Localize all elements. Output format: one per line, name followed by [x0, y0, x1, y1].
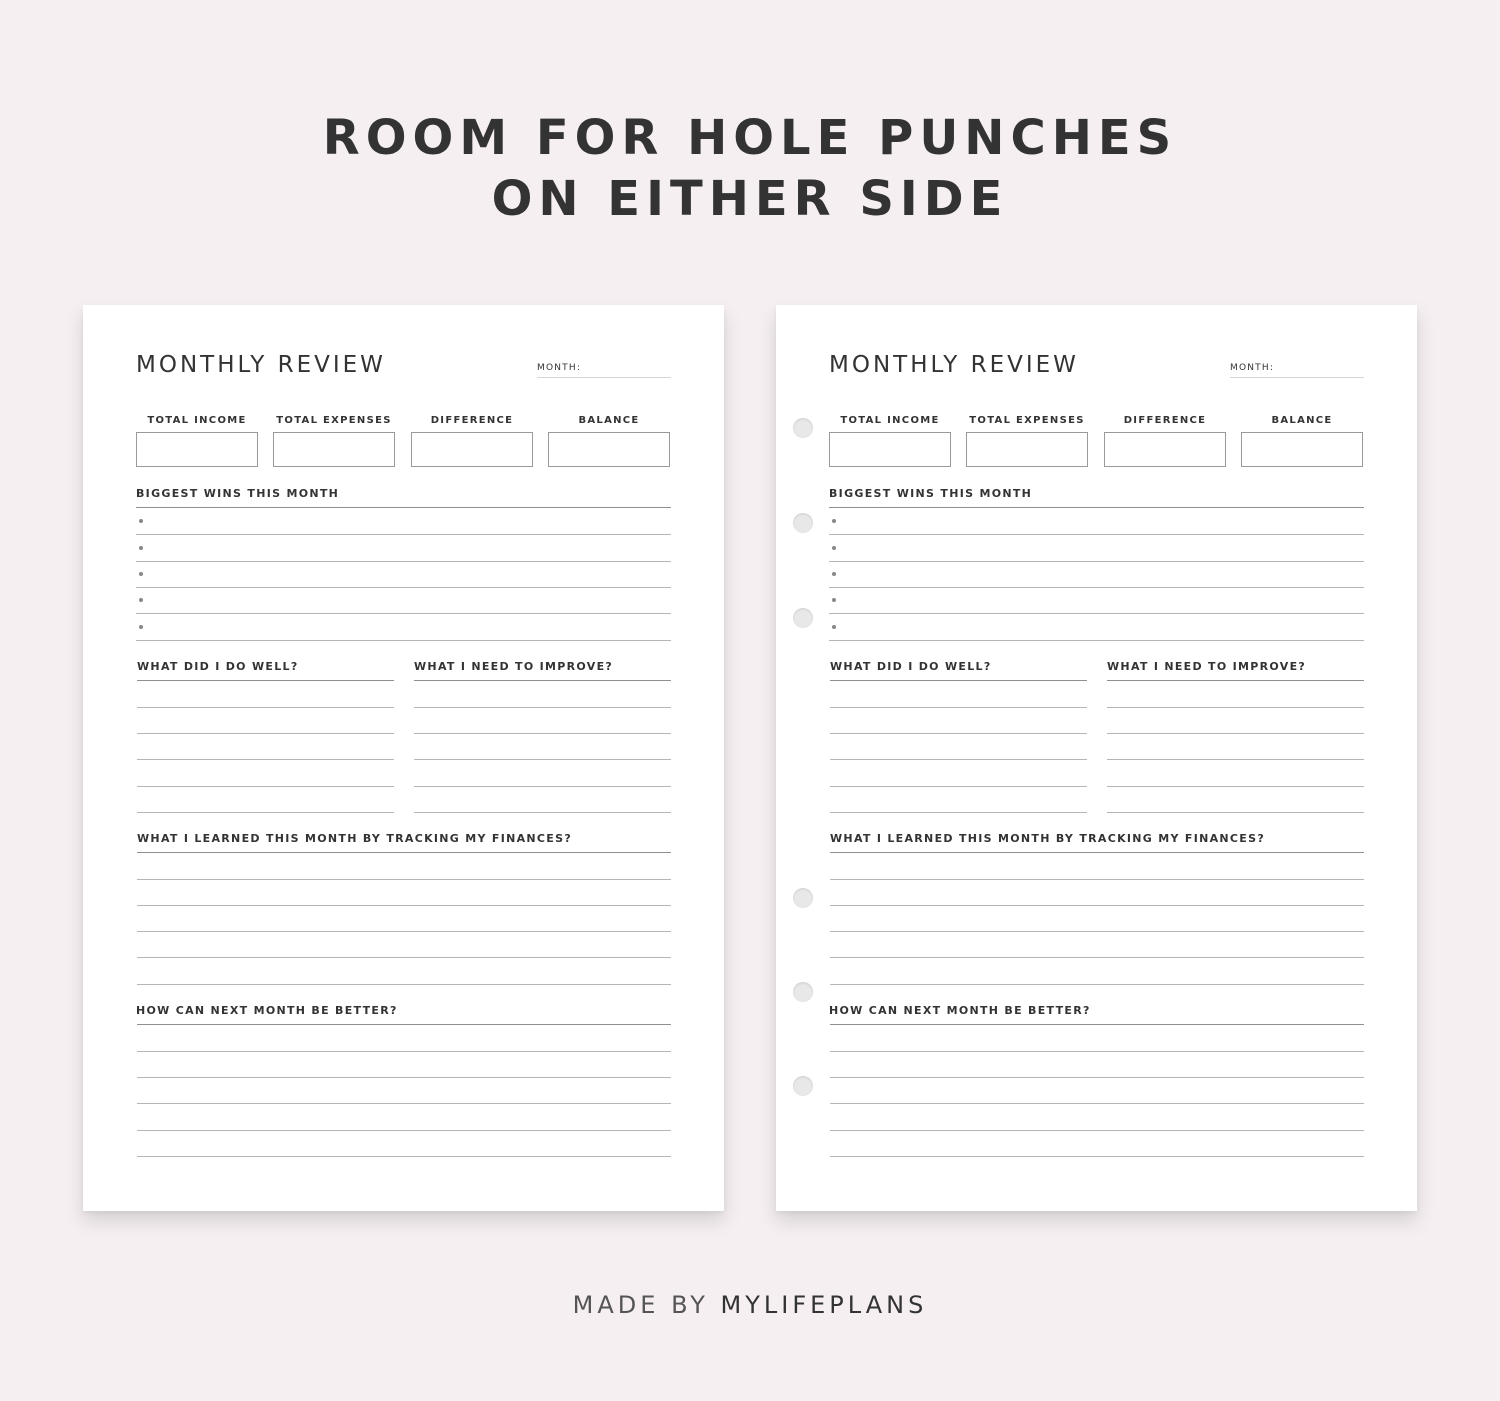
- writing-line[interactable]: [414, 680, 671, 681]
- writing-line[interactable]: [137, 931, 671, 932]
- writing-line[interactable]: [137, 984, 671, 985]
- hole-punch: [793, 513, 813, 533]
- writing-line[interactable]: [137, 957, 671, 958]
- bullet-dot: [139, 519, 143, 523]
- page-content: [829, 305, 1364, 1211]
- writing-line[interactable]: [137, 759, 394, 760]
- bullet-dot: [139, 546, 143, 550]
- writing-line[interactable]: [830, 733, 1087, 734]
- writing-line[interactable]: [829, 507, 1364, 508]
- hole-punch: [793, 982, 813, 1002]
- bullet-dot: [139, 625, 143, 629]
- writing-line[interactable]: [830, 680, 1087, 681]
- stat-input-box[interactable]: [273, 432, 395, 467]
- writing-line[interactable]: [137, 852, 671, 853]
- writing-line[interactable]: [137, 1051, 671, 1052]
- writing-line[interactable]: [137, 707, 394, 708]
- hole-punch: [793, 608, 813, 628]
- writing-line[interactable]: [137, 1024, 671, 1025]
- writing-line[interactable]: [830, 1077, 1364, 1078]
- section-biggest-wins: BIGGEST WINS THIS MONTH: [136, 487, 340, 500]
- writing-line[interactable]: [830, 905, 1364, 906]
- footer-credit: [0, 1291, 1500, 1319]
- stat-total-expenses: [273, 415, 395, 467]
- stat-label: DIFFERENCE: [430, 415, 514, 426]
- section-learned: WHAT I LEARNED THIS MONTH BY TRACKING MY FINANCES?: [137, 832, 573, 845]
- writing-line[interactable]: [136, 561, 671, 562]
- writing-line[interactable]: [414, 786, 671, 787]
- writing-line[interactable]: [136, 507, 671, 508]
- section-next-month: HOW CAN NEXT MONTH BE BETTER?: [829, 1004, 1091, 1017]
- writing-line[interactable]: [830, 931, 1364, 932]
- planner-page-left: [83, 305, 724, 1211]
- bullet-dot: [139, 572, 143, 576]
- writing-line[interactable]: [414, 759, 671, 760]
- planner-page-right: [776, 305, 1417, 1211]
- writing-line[interactable]: [830, 1156, 1364, 1157]
- writing-line[interactable]: [137, 1103, 671, 1104]
- page-title: MONTHLY REVIEW: [136, 352, 386, 378]
- stat-label: TOTAL EXPENSES: [276, 415, 392, 426]
- stat-input-box[interactable]: [1241, 432, 1363, 467]
- section-improve: WHAT I NEED TO IMPROVE?: [414, 660, 614, 673]
- writing-line[interactable]: [830, 1051, 1364, 1052]
- stat-total-income: [136, 415, 258, 467]
- stat-input-box[interactable]: [548, 432, 670, 467]
- writing-line[interactable]: [136, 534, 671, 535]
- writing-line[interactable]: [830, 1103, 1364, 1104]
- bullet-dot: [832, 546, 836, 550]
- writing-line[interactable]: [137, 879, 671, 880]
- stat-input-box[interactable]: [411, 432, 533, 467]
- writing-line[interactable]: [137, 1156, 671, 1157]
- writing-line[interactable]: [829, 640, 1364, 641]
- writing-line[interactable]: [829, 587, 1364, 588]
- writing-line[interactable]: [830, 786, 1087, 787]
- writing-line[interactable]: [1107, 786, 1364, 787]
- stat-input-box[interactable]: [1104, 432, 1226, 467]
- writing-line[interactable]: [137, 680, 394, 681]
- stat-label: TOTAL INCOME: [147, 415, 247, 426]
- writing-line[interactable]: [1107, 812, 1364, 813]
- bullet-dot: [139, 598, 143, 602]
- section-biggest-wins: BIGGEST WINS THIS MONTH: [829, 487, 1033, 500]
- writing-line[interactable]: [1107, 733, 1364, 734]
- writing-line[interactable]: [830, 879, 1364, 880]
- headline-line-1: ROOM FOR HOLE PUNCHES: [322, 110, 1178, 166]
- stat-label: TOTAL EXPENSES: [969, 415, 1085, 426]
- headline: [0, 108, 1500, 230]
- stat-total-income: [829, 415, 951, 467]
- stat-total-expenses: [966, 415, 1088, 467]
- writing-line[interactable]: [136, 640, 671, 641]
- section-did-well: WHAT DID I DO WELL?: [830, 660, 992, 673]
- bullet-dot: [832, 625, 836, 629]
- stat-label: BALANCE: [578, 415, 640, 426]
- hole-punch: [793, 1076, 813, 1096]
- headline-line-2: ON EITHER SIDE: [491, 171, 1009, 227]
- writing-line[interactable]: [137, 905, 671, 906]
- section-improve: WHAT I NEED TO IMPROVE?: [1107, 660, 1307, 673]
- stat-label: BALANCE: [1271, 415, 1333, 426]
- writing-line[interactable]: [137, 786, 394, 787]
- writing-line[interactable]: [136, 613, 671, 614]
- stat-input-box[interactable]: [136, 432, 258, 467]
- writing-line[interactable]: [829, 534, 1364, 535]
- footer-prefix: MADE BY: [572, 1291, 721, 1319]
- month-label: MONTH:: [1230, 363, 1275, 373]
- writing-line[interactable]: [829, 613, 1364, 614]
- writing-line[interactable]: [414, 812, 671, 813]
- bullet-dot: [832, 572, 836, 576]
- section-did-well: WHAT DID I DO WELL?: [137, 660, 299, 673]
- writing-line[interactable]: [830, 957, 1364, 958]
- stat-balance: [1241, 415, 1363, 467]
- writing-line[interactable]: [137, 1130, 671, 1131]
- footer-brand: MYLIFEPLANS: [720, 1291, 928, 1319]
- writing-line[interactable]: [414, 733, 671, 734]
- writing-line[interactable]: [830, 707, 1087, 708]
- month-field[interactable]: [537, 363, 671, 378]
- hole-punch: [793, 888, 813, 908]
- writing-line[interactable]: [137, 812, 394, 813]
- stat-input-box[interactable]: [829, 432, 951, 467]
- writing-line[interactable]: [830, 984, 1364, 985]
- stat-balance: [548, 415, 670, 467]
- writing-line[interactable]: [830, 1130, 1364, 1131]
- stat-label: TOTAL INCOME: [840, 415, 940, 426]
- stat-difference: [1104, 415, 1226, 467]
- page-title: MONTHLY REVIEW: [829, 352, 1079, 378]
- writing-line[interactable]: [136, 587, 671, 588]
- writing-line[interactable]: [414, 707, 671, 708]
- writing-line[interactable]: [1107, 707, 1364, 708]
- writing-line[interactable]: [137, 1077, 671, 1078]
- writing-line[interactable]: [137, 733, 394, 734]
- stat-input-box[interactable]: [966, 432, 1088, 467]
- writing-line[interactable]: [830, 812, 1087, 813]
- stat-label: DIFFERENCE: [1123, 415, 1207, 426]
- writing-line[interactable]: [829, 561, 1364, 562]
- writing-line[interactable]: [1107, 759, 1364, 760]
- stat-difference: [411, 415, 533, 467]
- writing-line[interactable]: [1107, 680, 1364, 681]
- bullet-dot: [832, 598, 836, 602]
- section-next-month: HOW CAN NEXT MONTH BE BETTER?: [136, 1004, 398, 1017]
- page-content: [136, 305, 671, 1211]
- section-learned: WHAT I LEARNED THIS MONTH BY TRACKING MY FINANCES?: [830, 832, 1266, 845]
- month-label: MONTH:: [537, 363, 582, 373]
- bullet-dot: [832, 519, 836, 523]
- month-field[interactable]: [1230, 363, 1364, 378]
- writing-line[interactable]: [830, 1024, 1364, 1025]
- hole-punch: [793, 418, 813, 438]
- writing-line[interactable]: [830, 852, 1364, 853]
- writing-line[interactable]: [830, 759, 1087, 760]
